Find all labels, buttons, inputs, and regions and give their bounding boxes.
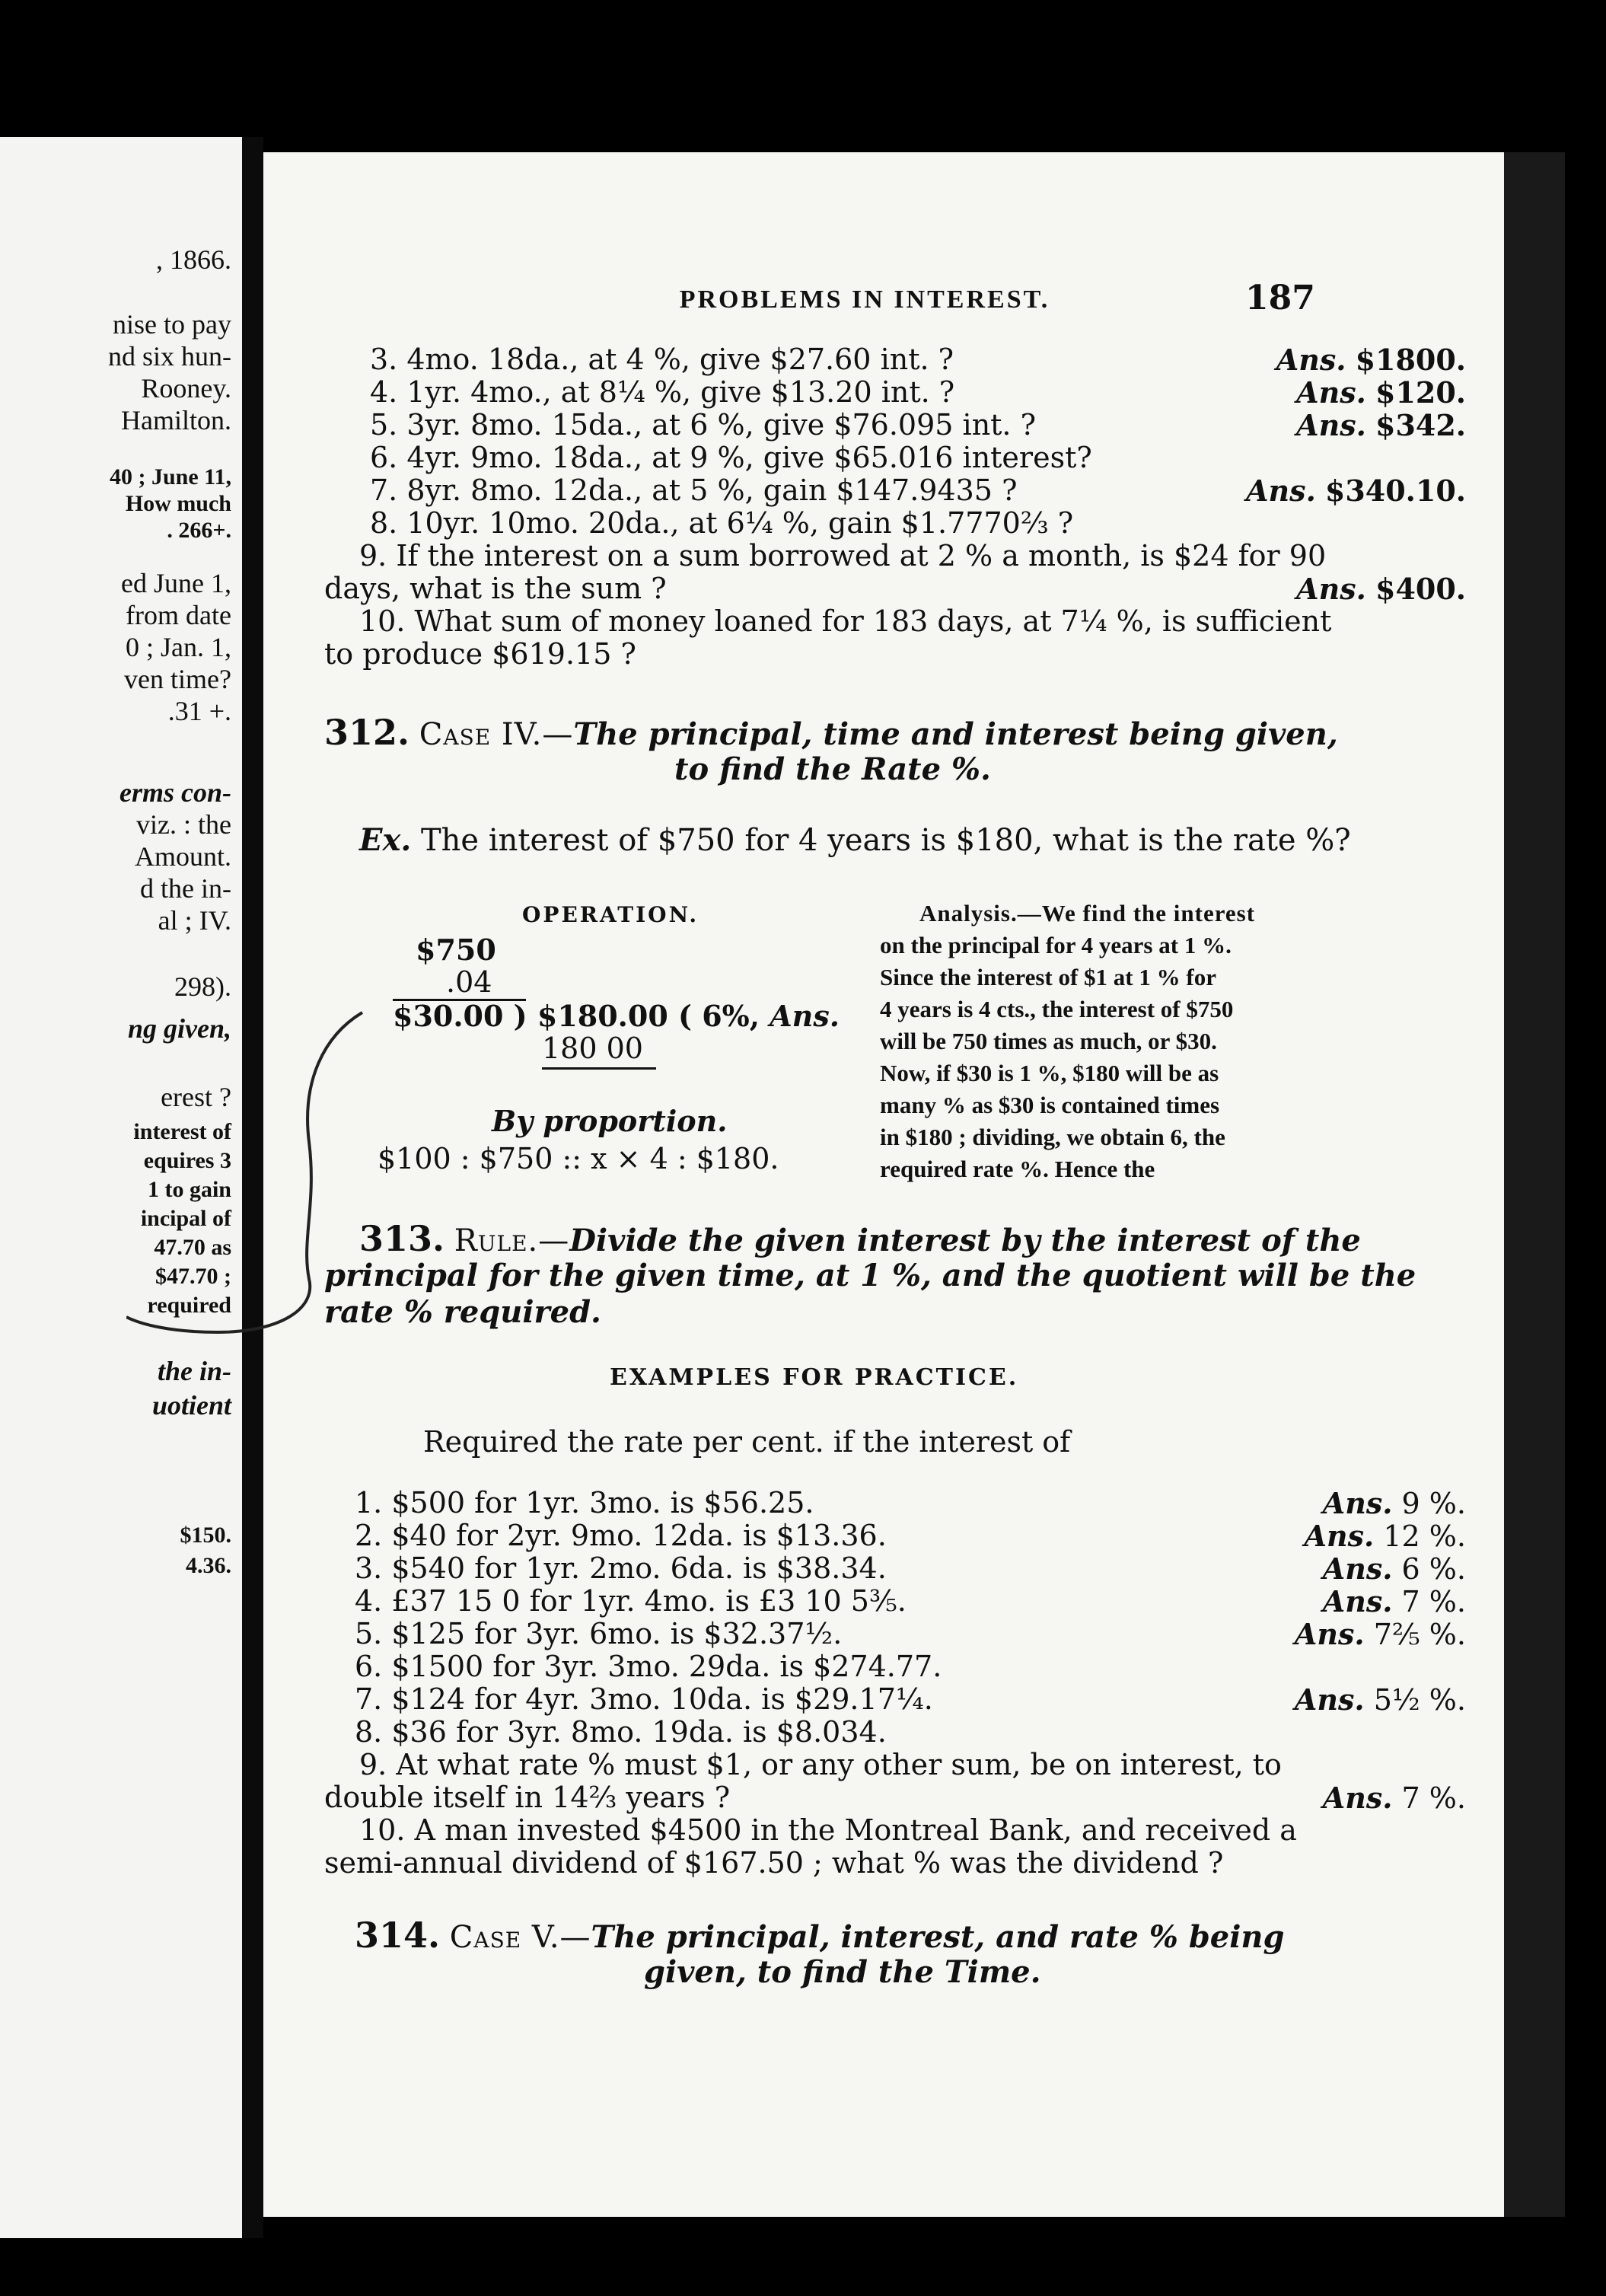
- answer: [1305, 1519, 1466, 1553]
- example-text: The interest of $750 for 4 years is $180, what is the rate %?: [420, 823, 1351, 858]
- left-page-line: erest ?: [161, 1082, 231, 1112]
- practice-item: 1. $500 for 1yr. 3mo. is $56.25.: [355, 1486, 814, 1520]
- ans-label: Ans.: [1296, 408, 1366, 442]
- answer: [1323, 1781, 1466, 1815]
- case-iv-subheading: to find the Rate %.: [674, 751, 991, 787]
- answer: [1276, 343, 1466, 377]
- answer: [1323, 1486, 1466, 1520]
- operation-line: .04: [446, 965, 492, 999]
- case-description: The principal, interest, and rate % being: [591, 1919, 1285, 1955]
- analysis-line: 4 years is 4 cts., the interest of $750: [880, 996, 1234, 1022]
- answer: [1296, 408, 1466, 442]
- example-line: [359, 822, 1351, 858]
- analysis-line: on the principal for 4 years at 1 %.: [880, 932, 1232, 958]
- left-page-line: , 1866.: [156, 244, 231, 275]
- left-page-line: .31 +.: [167, 696, 231, 726]
- case-v-subheading: given, to find the Time.: [644, 1954, 1041, 1990]
- left-page-line: nise to pay: [113, 309, 231, 340]
- ans-value: $340.10.: [1324, 474, 1466, 508]
- practice-item-10-line-2: semi-annual dividend of $167.50 ; what % was the dividend ?: [324, 1846, 1224, 1880]
- left-page-line: Rooney.: [141, 373, 231, 403]
- ans-label: Ans.: [1322, 1486, 1393, 1520]
- answer: [1295, 1682, 1466, 1717]
- analysis-line: required rate %. Hence the: [880, 1156, 1155, 1182]
- ans-value: 7 %.: [1401, 1585, 1466, 1618]
- proportion-title: By proportion.: [492, 1104, 728, 1138]
- left-page-line: 298).: [174, 971, 231, 1002]
- operation-line: $750: [416, 933, 496, 967]
- problem-10-line-2: to produce $619.15 ?: [324, 637, 636, 671]
- case-label: Case V.—: [449, 1920, 591, 1955]
- left-page-line: 1 to gain: [147, 1177, 231, 1202]
- practice-item: 3. $540 for 1yr. 2mo. 6da. is $38.34.: [355, 1551, 887, 1585]
- left-page-line: al ; IV.: [158, 905, 231, 936]
- ans-value: 5½ %.: [1373, 1683, 1466, 1717]
- left-page-line: 40 ; June 11,: [109, 464, 231, 489]
- problem-9-line-1: 9. If the interest on a sum borrowed at 2 % a month, is $24 for 90: [359, 539, 1327, 572]
- left-page-line: required: [147, 1293, 231, 1318]
- left-page-line: from date: [126, 600, 231, 630]
- ans-label: Ans.: [1246, 474, 1316, 508]
- ans-value: $400.: [1375, 572, 1466, 606]
- left-page-line: ed June 1,: [121, 568, 231, 598]
- answer: [1296, 375, 1466, 410]
- proportion-statement: $100 : $750 :: x × 4 : $180.: [378, 1142, 779, 1175]
- ans-value: 6 %.: [1401, 1552, 1466, 1586]
- ans-label: Ans.: [1322, 1551, 1393, 1586]
- practice-item: 4. £37 15 0 for 1yr. 4mo. is £3 10 5⅗.: [355, 1584, 907, 1618]
- ans-value: 7⅖ %.: [1373, 1618, 1466, 1651]
- division-body: ) $180.00 ( 6%,: [513, 999, 760, 1033]
- left-page-line: interest of: [133, 1119, 231, 1144]
- operation-line: 180 00: [542, 1032, 643, 1065]
- problem-line: 8. 10yr. 10mo. 20da., at 6¼ %, gain $1.7770⅔ ?: [370, 506, 1074, 540]
- left-page-line: How much: [125, 491, 231, 516]
- section-number: 312.: [324, 712, 410, 753]
- analysis-line: Since the interest of $1 at 1 % for: [880, 964, 1216, 990]
- ans-value: $342.: [1375, 408, 1466, 442]
- case-description: The principal, time and interest being given,: [573, 716, 1338, 752]
- ans-value: 7 %.: [1401, 1781, 1466, 1815]
- section-number: 314.: [355, 1915, 441, 1956]
- ans-label: Ans.: [1294, 1617, 1365, 1651]
- answer: [1246, 474, 1466, 508]
- book-page: [263, 152, 1504, 2217]
- ans-label: Ans.: [1322, 1584, 1393, 1618]
- ans-label: Ans.: [1304, 1519, 1375, 1553]
- problem-line: 7. 8yr. 8mo. 12da., at 5 %, gain $147.9435 ?: [370, 474, 1018, 507]
- analysis-line: Now, if $30 is 1 %, $180 will be as: [880, 1060, 1219, 1086]
- left-page-line: 4.36.: [186, 1553, 231, 1578]
- problem-line: 5. 3yr. 8mo. 15da., at 6 %, give $76.095 int. ?: [370, 408, 1036, 442]
- ans-value: 9 %.: [1401, 1487, 1466, 1520]
- pencil-mark-icon: [126, 990, 431, 1416]
- ans-value: $120.: [1375, 375, 1466, 410]
- left-page-line: uotient: [151, 1390, 231, 1421]
- problem-line: 6. 4yr. 9mo. 18da., at 9 %, give $65.016 interest?: [370, 441, 1092, 474]
- case-v-heading: [355, 1915, 1284, 1956]
- left-page-line: $47.70 ;: [155, 1264, 231, 1289]
- ans-label: Ans.: [770, 999, 840, 1033]
- practice-item-10-line-1: 10. A man invested $4500 in the Montreal Bank, and received a: [359, 1813, 1297, 1847]
- rule-text: Divide the given interest by the interest of the: [569, 1223, 1361, 1258]
- analysis-line: Analysis.—We find the interest: [919, 900, 1256, 926]
- left-page-line: $150.: [180, 1523, 231, 1548]
- left-page-line: the in-: [157, 1356, 231, 1386]
- practice-item: 7. $124 for 4yr. 3mo. 10da. is $29.17¼.: [355, 1682, 933, 1716]
- left-page-line: Hamilton.: [121, 405, 231, 435]
- page-edge-shadow: [1504, 152, 1565, 2217]
- left-page-line: ng given,: [127, 1013, 231, 1044]
- left-page-line: viz. : the: [136, 809, 231, 840]
- ans-label: Ans.: [1276, 343, 1346, 377]
- ans-label: Ans.: [1294, 1682, 1365, 1717]
- case-iv-heading: [324, 712, 1338, 753]
- analysis-line: in $180 ; dividing, we obtain 6, the: [880, 1124, 1225, 1150]
- rule-313-line-3: rate % required.: [324, 1294, 601, 1330]
- ans-value: $1800.: [1355, 343, 1466, 377]
- practice-item: 8. $36 for 3yr. 8mo. 19da. is $8.034.: [355, 1715, 887, 1749]
- case-label: Case IV.—: [419, 717, 574, 752]
- answer: [1296, 572, 1466, 606]
- left-page-line: nd six hun-: [108, 341, 231, 372]
- practice-item-9-line-1: 9. At what rate % must $1, or any other sum, be on interest, to: [359, 1748, 1282, 1781]
- analysis-line: will be 750 times as much, or $30.: [880, 1028, 1217, 1054]
- left-page-line: ven time?: [124, 664, 231, 694]
- analysis-line: many % as $30 is contained times: [880, 1092, 1220, 1118]
- answer: [1323, 1584, 1466, 1618]
- ans-label: Ans.: [1296, 375, 1366, 410]
- left-page-line: incipal of: [140, 1206, 231, 1231]
- left-page-line: equires 3: [143, 1148, 231, 1173]
- practice-item: 2. $40 for 2yr. 9mo. 12da. is $13.36.: [355, 1519, 887, 1552]
- left-page-line: erms con-: [119, 777, 231, 808]
- problem-10-line-1: 10. What sum of money loaned for 183 days, at 7¼ %, is sufficient: [359, 604, 1332, 638]
- operation-title: OPERATION.: [522, 902, 699, 927]
- problem-9-line-2: days, what is the sum ?: [324, 572, 667, 605]
- practice-item-9-line-2: double itself in 14⅔ years ?: [324, 1781, 731, 1814]
- section-number: 313.: [359, 1218, 445, 1259]
- rule-313-line-1: [359, 1218, 1361, 1259]
- left-page-line: Amount.: [134, 841, 231, 872]
- left-page-line: 0 ; Jan. 1,: [126, 632, 231, 662]
- practice-item: 6. $1500 for 3yr. 3mo. 29da. is $274.77.: [355, 1650, 942, 1683]
- practice-intro: Required the rate per cent. if the interest of: [423, 1425, 1071, 1459]
- practice-heading: EXAMPLES FOR PRACTICE.: [610, 1364, 1019, 1391]
- operation-rule: [542, 1067, 656, 1070]
- answer: [1295, 1617, 1466, 1651]
- problem-line: 4. 1yr. 4mo., at 8¼ %, give $13.20 int. ?: [370, 375, 955, 409]
- page-number: 187: [1245, 279, 1315, 317]
- ans-label: Ans.: [1296, 572, 1366, 606]
- rule-label: Rule.—: [454, 1223, 570, 1258]
- practice-item: 5. $125 for 3yr. 6mo. is $32.37½.: [355, 1617, 843, 1650]
- left-page-line: 47.70 as: [154, 1235, 231, 1260]
- left-page-line: . 266+.: [167, 518, 231, 543]
- problem-line: 3. 4mo. 18da., at 4 %, give $27.60 int. ?: [370, 343, 954, 376]
- answer: [1323, 1551, 1466, 1586]
- example-prefix: Ex.: [359, 822, 412, 858]
- divisor: $30.00: [393, 999, 504, 1033]
- ans-label: Ans.: [1322, 1781, 1393, 1815]
- left-page-line: d the in-: [140, 873, 231, 904]
- operation-division: [393, 999, 840, 1033]
- rule-313-line-2: principal for the given time, at 1 %, and the quotient will be the: [324, 1258, 1416, 1293]
- running-header: PROBLEMS IN INTEREST.: [679, 285, 1050, 314]
- ans-value: 12 %.: [1383, 1520, 1466, 1553]
